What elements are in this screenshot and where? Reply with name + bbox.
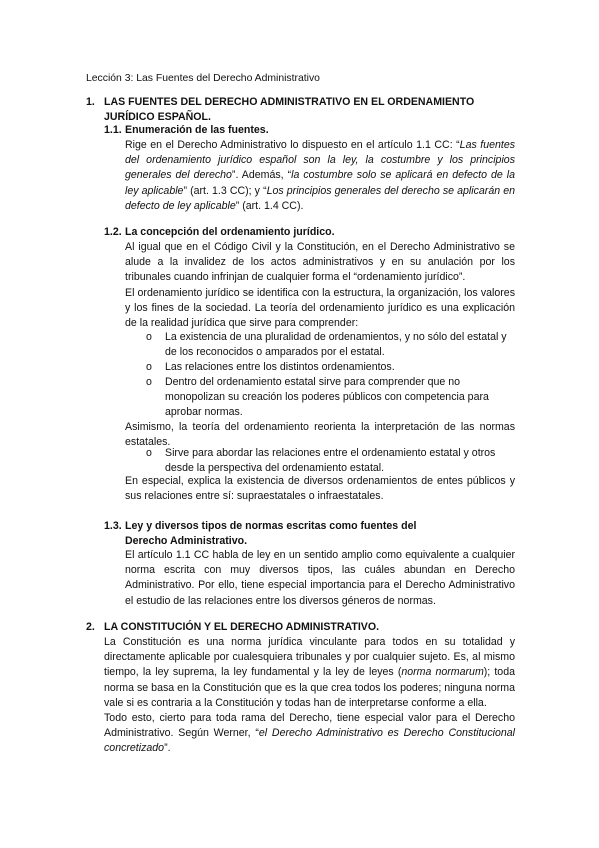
bullet-icon: o bbox=[146, 447, 152, 459]
subsection-1-1-title: Enumeración de las fuentes. bbox=[125, 124, 269, 136]
section-2-paragraph-1 bbox=[104, 635, 515, 711]
subsection-1-1-number: 1.1. bbox=[104, 124, 122, 136]
italic-term: norma normarum bbox=[401, 666, 484, 679]
para-text: ”. Además, “ bbox=[231, 169, 292, 182]
section-2-title: LA CONSTITUCIÓN Y EL DERECHO ADMINISTRATIVO. bbox=[104, 621, 380, 633]
paragraph-text: Al igual que en el Código Civil y la Constitución, en el Derecho Administrativo se alude a la invalidez de los actos administrativos y en su anulación por los tribunales cuando infrinjan de cualquier forma el “ordenamiento jurídico”. bbox=[125, 241, 515, 284]
para-text: Rige en el Derecho Administrativo lo dispuesto en el artículo 1.1 CC: “ bbox=[125, 139, 460, 151]
list-item-text: Dentro del ordenamiento estatal sirve para comprender que no monopolizan su creación los poderes públicos con competencia para aprobar normas. bbox=[165, 376, 489, 419]
subsection-1-1-paragraph bbox=[125, 138, 515, 214]
quote-werner: el Derecho Administrativo es Derecho Constitucional concretizado bbox=[104, 727, 515, 755]
subsection-1-2-number: 1.2. bbox=[104, 226, 122, 238]
document-title: Lección 3: Las Fuentes del Derecho Administrativo bbox=[86, 73, 320, 84]
list-item-text: La existencia de una pluralidad de ordenamientos, y no sólo del estatal y de los reconocidos o amparados por el estatal. bbox=[165, 331, 507, 359]
quote-principles: Los principios generales del derecho se aplicarán en defecto de ley aplicable bbox=[125, 184, 515, 212]
subsection-1-3-number: 1.3. bbox=[104, 520, 122, 532]
subsection-1-2-paragraph-4 bbox=[125, 474, 515, 504]
section-2-number: 2. bbox=[86, 621, 95, 633]
quote-sources: Las fuentes del ordenamiento jurídico español son la ley, la costumbre y los principios generales del derecho bbox=[125, 139, 516, 182]
subsection-1-2-title: La concepción del ordenamiento jurídico. bbox=[125, 226, 335, 238]
paragraph-text: En especial, explica la existencia de diversos ordenamientos de entes públicos y sus relaciones entre sí: supraestatales o infraestatales. bbox=[125, 475, 515, 503]
para-text: ); toda norma se basa en la Constitución que es la que crea todos los poderes; ninguna norma vale si es contraria a la Constitución y todas han de interpretarse conforme a ella. bbox=[104, 666, 515, 709]
para-text: Todo esto, cierto para toda rama del Derecho, tiene especial valor para el Derecho Administrativo. Según Werner, “ bbox=[104, 712, 515, 740]
section-1-title: LAS FUENTES DEL DERECHO ADMINISTRATIVO EN EL ORDENAMIENTO JURÍDICO ESPAÑOL. bbox=[104, 96, 475, 124]
bullet-icon: o bbox=[146, 361, 152, 373]
subsection-1-3-paragraph bbox=[125, 548, 515, 609]
para-text: ” (art. 1.3 CC); y “ bbox=[183, 184, 267, 197]
paragraph-text: El ordenamiento jurídico se identifica con la estructura, la organización, los valores y los fines de la sociedad. La teoría del ordenamiento jurídico es una explicación de la realidad jurídica que sirve para comprender: bbox=[125, 287, 515, 330]
para-text: La Constitución es una norma jurídica vinculante para todos en su totalidad y directamente aplicable por cualesquiera tribunales y por cualquier sujeto. Es, al mismo tiempo, la ley suprema, la ley fundamental y la ley de leyes ( bbox=[104, 636, 515, 679]
subsection-1-2-paragraph-1 bbox=[125, 240, 515, 286]
paragraph-text: El artículo 1.1 CC habla de ley en un sentido amplio como equivalente a cualquier norma escrita con muy diversos tipos, las cuáles abundan en Derecho Administrativo. Por ello, tiene especial importancia para el Derecho Administrativo el estudio de las relaciones entre los diversos géneros de normas. bbox=[125, 549, 515, 607]
list-item-text: Sirve para abordar las relaciones entre el ordenamiento estatal y otros desde la perspectiva del ordenamiento estatal. bbox=[165, 447, 496, 475]
list-item-text: Las relaciones entre los distintos ordenamientos. bbox=[165, 361, 395, 373]
section-2-paragraph-2 bbox=[104, 711, 515, 757]
section-1-number: 1. bbox=[86, 96, 95, 108]
paragraph-text: Asimismo, la teoría del ordenamiento reorienta la interpretación de las normas estatales. bbox=[125, 421, 515, 449]
para-text: ”. bbox=[164, 742, 171, 755]
quote-custom: la costumbre solo se aplicará en defecto de la ley aplicable bbox=[125, 169, 515, 197]
subsection-1-3-title: Ley y diversos tipos de normas escritas como fuentes del Derecho Administrativo. bbox=[125, 520, 417, 548]
para-text: ” (art. 1.4 CC). bbox=[235, 199, 304, 212]
bullet-icon: o bbox=[146, 376, 152, 388]
subsection-1-2-paragraph-2 bbox=[125, 286, 515, 332]
bullet-icon: o bbox=[146, 331, 152, 343]
